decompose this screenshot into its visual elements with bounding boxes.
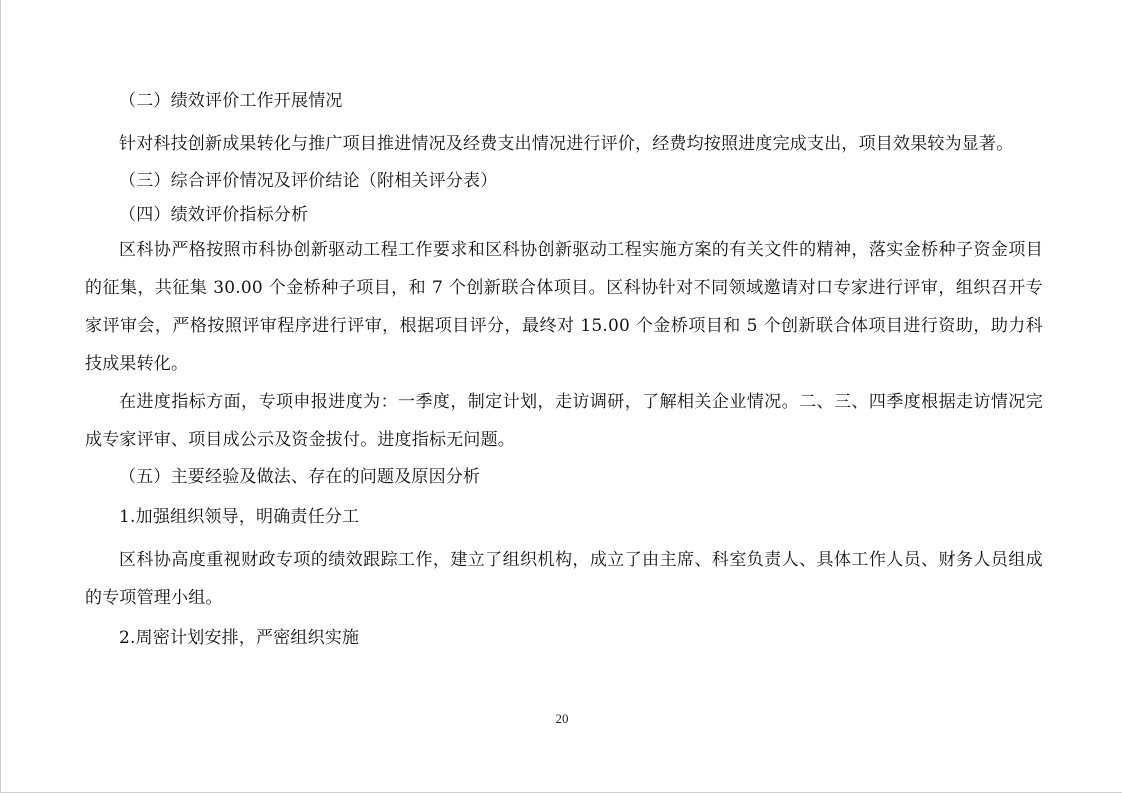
section-4-heading: （四）绩效评价指标分析 [119, 204, 309, 225]
section-5-subheading-2: 2.周密计划安排，严密组织实施 [119, 627, 360, 648]
section-2-heading: （二）绩效评价工作开展情况 [119, 91, 343, 111]
section-4-paragraph-1: 区科协严格按照市科协创新驱动工程工作要求和区科协创新驱动工程实施方案的有关文件的精神，落实金桥种子资金项目的征集，共征集 30.00 个金桥种子项目，和 7 个创新联合体项目。区科协针对不同领域邀请对口专家进行评审，组织召开专家评审会，严格按照评审程序进行评审，根据项目评分，最终对 15.00 个金桥项目和 5 个创新联合体项目进行资助，助力科技成果转化。 [85, 239, 1043, 374]
section-3-heading: （三）综合评价情况及评价结论（附相关评分表） [119, 170, 498, 191]
section-5-subheading-1: 1.加强组织领导，明确责任分工 [119, 506, 360, 527]
page-number: 20 [555, 711, 569, 726]
page-content [85, 88, 1043, 658]
section-5-paragraph-1: 区科协高度重视财政专项的绩效跟踪工作，建立了组织机构，成立了由主席、科室负责人、具体工作人员、财务人员组成的专项管理小组。 [85, 549, 1043, 608]
section-4-paragraph-2: 在进度指标方面，专项申报进度为：一季度，制定计划，走访调研，了解相关企业情况。二、三、四季度根据走访情况完成专家评审、项目成公示及资金拔付。进度指标无问题。 [85, 391, 1043, 450]
section-5-heading: （五）主要经验及做法、存在的问题及原因分析 [119, 466, 481, 487]
section-2-paragraph: 针对科技创新成果转化与推广项目推进情况及经费支出情况进行评价，经费均按照进度完成支出，项目效果较为显著。 [119, 133, 1014, 154]
